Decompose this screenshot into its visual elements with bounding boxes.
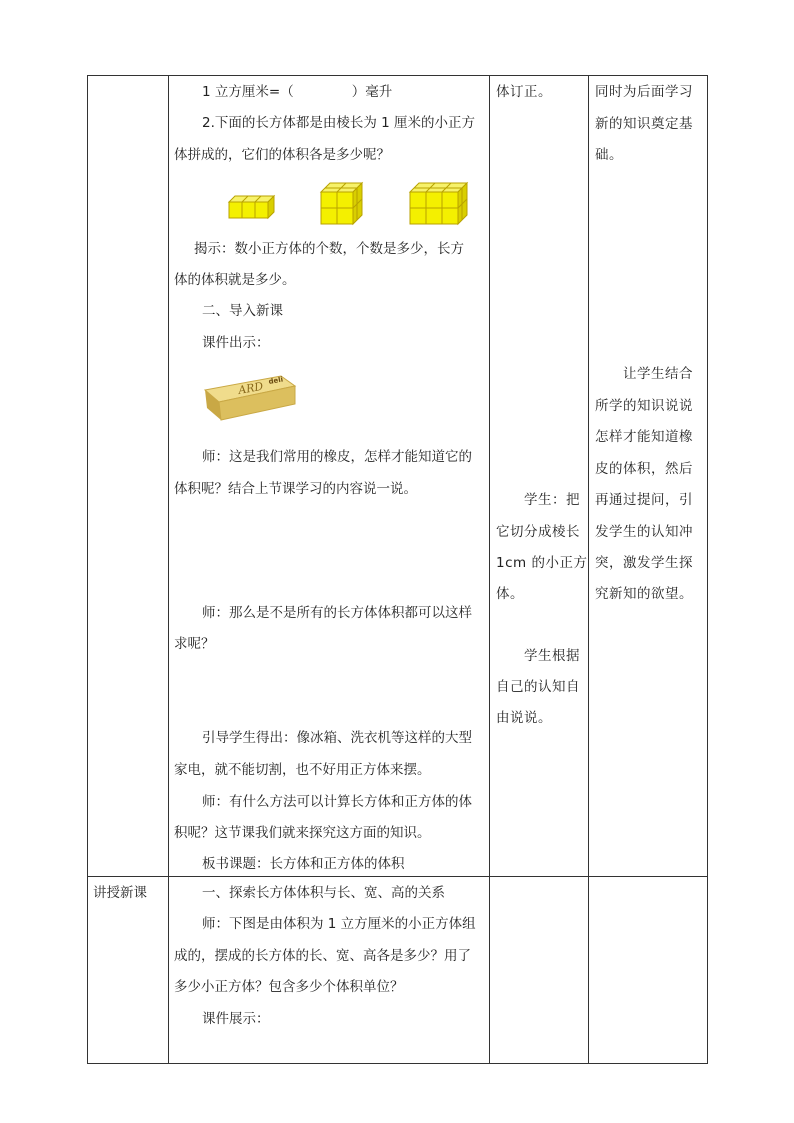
cuboid-12-cubes <box>410 183 467 224</box>
intent-mid-line4: 皮的体积，然后 <box>595 461 693 477</box>
intent-mid-line3: 怎样才能知道橡 <box>595 429 693 445</box>
guide-line1: 引导学生得出：像冰箱、洗衣机等这样的大型 <box>202 730 472 746</box>
cuboid-3-cubes <box>229 196 274 218</box>
teacher-question-3-line2: 积呢？这节课我们就来探究这方面的知识。 <box>174 825 431 841</box>
student-answer-1-line1: 学生：把 <box>524 492 580 508</box>
stage-cell-new-lesson <box>88 877 169 1064</box>
teacher-question-1-line1: 师：这是我们常用的橡皮，怎样才能知道它的 <box>202 449 472 465</box>
design-intent-cell <box>589 76 708 877</box>
teacher-explore-line2: 成的，摆成的长方体的长、宽、高各是多少？用了 <box>174 948 471 964</box>
content-cell-new-lesson <box>169 877 490 1064</box>
intent-top-line3: 础。 <box>595 147 623 163</box>
design-intent-cell-new-lesson <box>589 877 708 1064</box>
student-text-top: 体订正。 <box>496 84 552 100</box>
student-answer-1-line3: 1cm 的小正方 <box>496 555 588 571</box>
guide-line2: 家电，就不能切割，也不好用正方体来摆。 <box>174 762 431 778</box>
intent-top-line1: 同时为后面学习 <box>595 84 693 100</box>
hint-line1: 揭示：数小正方体的个数，个数是多少，长方 <box>194 241 464 257</box>
lesson-plan-table <box>87 75 708 1064</box>
section-1-title: 一、探索长方体体积与长、宽、高的关系 <box>202 885 445 901</box>
teacher-explore-line3: 多少小正方体？包含多少个体积单位？ <box>174 979 404 995</box>
intent-mid-line7: 突，激发学生探 <box>595 555 693 571</box>
content-cell <box>169 76 490 877</box>
student-answer-2-line1: 学生根据 <box>524 648 580 664</box>
question-2-line1: 2.下面的长方体都是由棱长为 1 厘米的小正方 <box>202 115 476 131</box>
cuboid-8-cubes <box>321 183 362 224</box>
teacher-question-3-line1: 师：有什么方法可以计算长方体和正方体的体 <box>202 794 472 810</box>
board-title: 板书课题：长方体和正方体的体积 <box>202 856 405 872</box>
volume-conversion-question: 1 立方厘米=（ ）毫升 <box>202 84 393 100</box>
intent-top-line2: 新的知识奠定基 <box>595 116 693 132</box>
intent-mid-line2: 所学的知识说说 <box>595 398 693 414</box>
cuboid-illustrations <box>224 178 494 230</box>
student-answer-2-line2: 自己的认知自 <box>496 679 580 695</box>
eraser-image <box>199 368 299 426</box>
intent-mid-line8: 究新知的欲望。 <box>595 586 693 602</box>
svg-text:ARD: ARD <box>237 379 265 397</box>
teacher-explore-line1: 师：下图是由体积为 1 立方厘米的小正方体组 <box>202 916 476 932</box>
teacher-question-1-line2: 体积呢？结合上节课学习的内容说一说。 <box>174 481 417 497</box>
intent-mid-line5: 再通过提问，引 <box>595 492 693 508</box>
student-answer-1-line4: 体。 <box>496 586 524 602</box>
student-answer-2-line3: 由说说。 <box>496 710 552 726</box>
intent-mid-line1: 让学生结合 <box>623 366 693 382</box>
table-row-intro <box>88 76 708 877</box>
teacher-question-2-line2: 求呢？ <box>174 636 215 652</box>
question-2-line2: 体拼成的，它们的体积各是多少呢？ <box>174 147 390 163</box>
section-2-title: 二、导入新课 <box>202 303 283 319</box>
hint-line2: 体的体积就是多少。 <box>174 272 296 288</box>
stage-label: 讲授新课 <box>93 885 147 901</box>
svg-text:deli: deli <box>267 375 284 386</box>
student-activity-cell-new-lesson <box>490 877 589 1064</box>
table-row-new-lesson <box>88 877 708 1064</box>
courseware-label: 课件出示： <box>202 335 270 351</box>
intent-mid-line6: 发学生的认知冲 <box>595 524 693 540</box>
teacher-question-2-line1: 师：那么是不是所有的长方体体积都可以这样 <box>202 605 472 621</box>
stage-cell <box>88 76 169 877</box>
student-activity-cell <box>490 76 589 877</box>
courseware-show-label: 课件展示： <box>202 1011 270 1027</box>
student-answer-1-line2: 它切分成棱长 <box>496 524 580 540</box>
